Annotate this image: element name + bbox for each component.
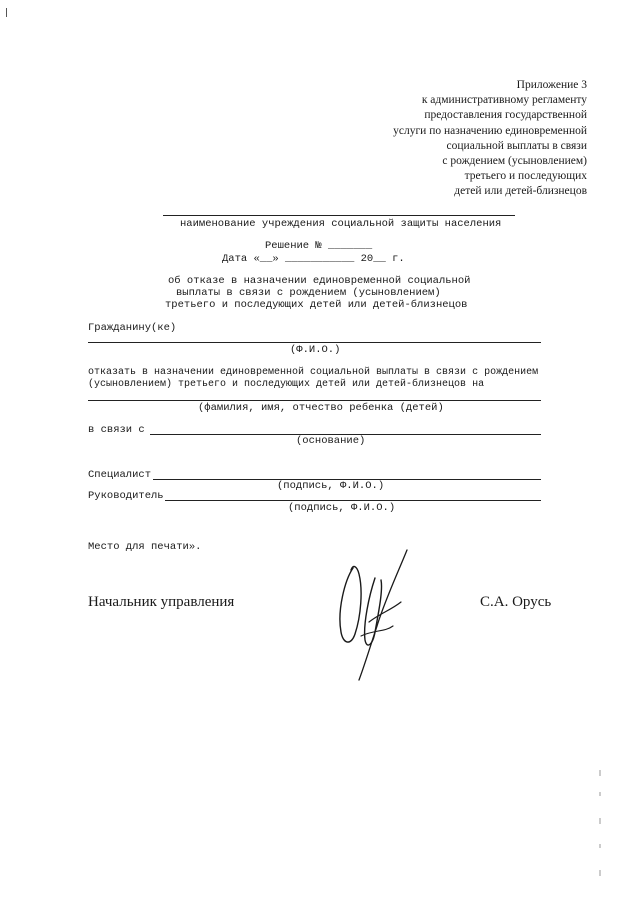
appendix-line: социальной выплаты в связи — [446, 139, 587, 152]
refusal-line: (усыновлением) третьего и последующих детей или детей-близнецов на — [88, 379, 485, 390]
signatory-position: Начальник управления — [88, 594, 235, 610]
scan-edge-marks — [598, 770, 602, 890]
signatory-name: С.А. Орусь — [480, 594, 552, 610]
appendix-line: услуги по назначению единовременной — [393, 124, 587, 137]
appendix-line: с рождением (усыновлением) — [442, 155, 587, 168]
reason-caption: (основание) — [296, 435, 366, 447]
head-label: Руководитель — [88, 490, 164, 502]
appendix-line: к административному регламенту — [421, 94, 587, 107]
specialist-label: Специалист — [88, 469, 152, 481]
child-line — [88, 400, 541, 401]
head-line — [165, 500, 541, 501]
refusal-line: отказать в назначении единовременной социальной выплаты в связи с рождением — [88, 367, 539, 378]
appendix-line: Приложение 3 — [516, 79, 587, 91]
child-caption: (фамилия, имя, отчество ребенка (детей) — [198, 402, 444, 414]
subject-line: третьего и последующих детей или детей-близнецов — [165, 299, 468, 311]
decision-date: Дата «__» ___________ 20__ г. — [222, 253, 405, 265]
specialist-caption: (подпись, Ф.И.О.) — [277, 480, 385, 492]
reason-label: в связи с — [88, 424, 145, 436]
fio-caption: (Ф.И.О.) — [290, 344, 341, 356]
appendix-header — [393, 78, 587, 200]
decision-number: Решение № _______ — [265, 240, 373, 252]
head-caption: (подпись, Ф.И.О.) — [288, 502, 396, 514]
citizen-line — [88, 342, 541, 343]
scan-mark — [6, 8, 7, 17]
institution-line — [163, 215, 515, 216]
citizen-label: Гражданину(ке) — [88, 322, 177, 334]
appendix-line: детей или детей-близнецов — [454, 185, 587, 198]
stamp-place: Место для печати». — [88, 541, 202, 553]
subject-line: выплаты в связи с рождением (усыновлением) — [176, 287, 441, 299]
appendix-line: третьего и последующих — [464, 170, 587, 183]
subject-line: об отказе в назначении единовременной социальной — [168, 275, 471, 287]
handwritten-signature — [315, 540, 425, 690]
institution-caption: наименование учреждения социальной защиты населения — [180, 218, 502, 230]
appendix-line: предоставления государственной — [424, 109, 587, 122]
